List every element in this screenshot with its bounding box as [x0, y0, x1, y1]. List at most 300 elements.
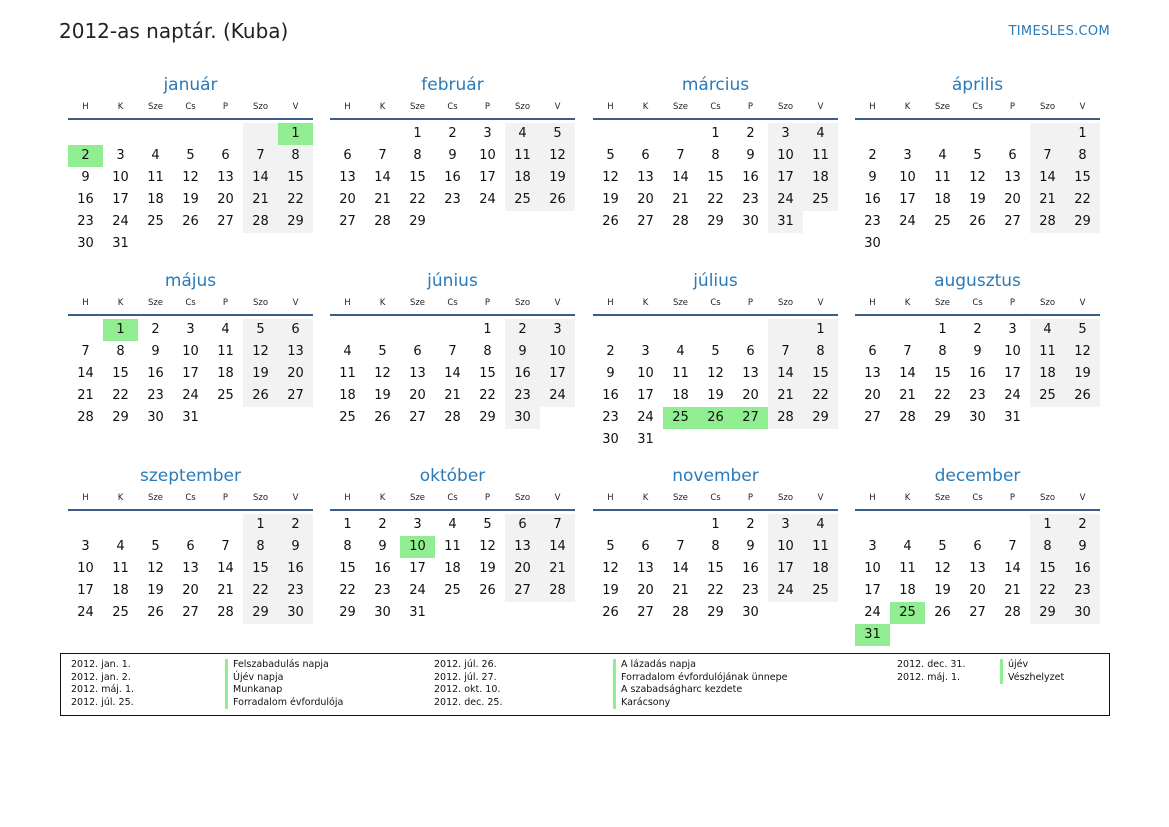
- day-cell: 1: [803, 319, 838, 341]
- holiday-day-cell: 10: [400, 536, 435, 558]
- empty-cell: [173, 123, 208, 145]
- weekday-label: V: [554, 102, 561, 112]
- day-cell: 7: [903, 344, 912, 359]
- day-cell: 7: [676, 148, 685, 163]
- day-cell: 1: [938, 322, 947, 337]
- weekday-label: Sze: [409, 298, 426, 308]
- weekday-label: H: [344, 102, 351, 112]
- empty-cell: [593, 123, 628, 145]
- day-cell: 19: [934, 583, 951, 598]
- legend-date: 2012. jan. 2.: [71, 671, 131, 683]
- day-cell: 21: [768, 385, 803, 407]
- day-cell: 26: [243, 385, 278, 407]
- empty-cell: [1030, 123, 1065, 145]
- day-cell: 13: [1004, 170, 1021, 185]
- weekday-label: P: [222, 102, 229, 112]
- day-cell: 16: [1065, 558, 1100, 580]
- day-cell: 27: [217, 214, 234, 229]
- day-cell: 1: [711, 126, 720, 141]
- day-cell: 4: [1030, 319, 1065, 341]
- weekday-label: K: [117, 493, 124, 503]
- weekday-label: P: [1009, 102, 1016, 112]
- holiday-day-cell: 1: [103, 319, 138, 341]
- day-cell: 1: [1030, 514, 1065, 536]
- day-cell: 20: [864, 388, 881, 403]
- holiday-day-cell: 25: [663, 407, 698, 429]
- weekday-label: Cs: [710, 102, 721, 112]
- day-cell: 23: [444, 192, 461, 207]
- legend-names-column: [225, 659, 343, 709]
- legend-date: 2012. júl. 26.: [434, 659, 497, 670]
- empty-cell: [995, 123, 1030, 145]
- empty-cell: [593, 319, 628, 341]
- day-cell: 9: [151, 344, 160, 359]
- legend-date: 2012. dec. 25.: [434, 696, 503, 708]
- legend-date: 2012. máj. 1.: [71, 684, 135, 695]
- day-cell: 7: [540, 514, 575, 536]
- day-cell: 3: [116, 148, 125, 163]
- day-cell: 26: [969, 214, 986, 229]
- day-cell: 12: [1065, 341, 1100, 363]
- day-cell: 27: [637, 605, 654, 620]
- weekday-header: [330, 96, 575, 120]
- weekday-label: V: [292, 493, 299, 503]
- day-cell: 19: [1065, 363, 1100, 385]
- weekday-label: Cs: [972, 493, 983, 503]
- day-cell: 14: [243, 167, 278, 189]
- weekday-label: V: [554, 298, 561, 308]
- empty-cell: [960, 123, 995, 145]
- holiday-day-cell: 31: [855, 624, 890, 646]
- day-cell: 6: [343, 148, 352, 163]
- day-cell: 3: [768, 123, 803, 145]
- day-cell: 25: [505, 189, 540, 211]
- day-cell: 6: [641, 148, 650, 163]
- empty-cell: [855, 514, 890, 536]
- day-cell: 25: [444, 583, 461, 598]
- empty-cell: [365, 319, 400, 341]
- legend-date: 2012. jan. 1.: [71, 659, 131, 670]
- weekday-label: Cs: [710, 298, 721, 308]
- day-cell: 12: [374, 366, 391, 381]
- day-cell: 26: [479, 583, 496, 598]
- day-cell: 12: [243, 341, 278, 363]
- day-cell: 20: [339, 192, 356, 207]
- day-cell: 24: [899, 214, 916, 229]
- weekday-label: V: [817, 102, 824, 112]
- day-cell: 11: [339, 366, 356, 381]
- day-cell: 8: [711, 148, 720, 163]
- day-cell: 9: [746, 539, 755, 554]
- day-cell: 9: [278, 536, 313, 558]
- day-cell: 3: [413, 517, 422, 532]
- weekday-label: Sze: [147, 102, 164, 112]
- day-grid: [330, 511, 575, 624]
- day-cell: 21: [374, 192, 391, 207]
- weekday-label: V: [292, 102, 299, 112]
- day-cell: 26: [540, 189, 575, 211]
- day-cell: 17: [768, 167, 803, 189]
- day-cell: 19: [374, 388, 391, 403]
- day-cell: 18: [934, 192, 951, 207]
- day-cell: 11: [803, 536, 838, 558]
- day-cell: 28: [672, 214, 689, 229]
- legend-names-column: [613, 659, 787, 709]
- day-grid: [855, 511, 1100, 646]
- legend-date: 2012. okt. 10.: [434, 684, 501, 695]
- day-cell: 14: [899, 366, 916, 381]
- weekday-label: H: [344, 493, 351, 503]
- day-cell: 14: [540, 536, 575, 558]
- day-cell: 26: [602, 605, 619, 620]
- empty-cell: [68, 123, 103, 145]
- day-cell: 30: [1065, 602, 1100, 624]
- day-cell: 27: [1004, 214, 1021, 229]
- weekday-label: K: [642, 493, 649, 503]
- legend-date: 2012. máj. 1.: [897, 671, 961, 683]
- day-cell: 17: [540, 363, 575, 385]
- weekday-label: Szo: [1039, 493, 1056, 503]
- month-name: július: [693, 271, 738, 291]
- day-cell: 15: [707, 561, 724, 576]
- day-cell: 3: [186, 322, 195, 337]
- day-cell: 16: [374, 561, 391, 576]
- legend-names-column: [1000, 659, 1064, 684]
- day-cell: 20: [637, 583, 654, 598]
- empty-cell: [68, 514, 103, 536]
- day-cell: 27: [278, 385, 313, 407]
- month-1: [330, 74, 575, 233]
- day-cell: 3: [540, 319, 575, 341]
- day-cell: 24: [540, 385, 575, 407]
- day-cell: 10: [182, 344, 199, 359]
- day-grid: [68, 120, 313, 255]
- empty-cell: [890, 123, 925, 145]
- day-cell: 7: [1030, 145, 1065, 167]
- day-cell: 25: [112, 605, 129, 620]
- empty-cell: [138, 123, 173, 145]
- day-cell: 31: [637, 432, 654, 447]
- day-cell: 27: [864, 410, 881, 425]
- weekday-label: V: [1079, 298, 1086, 308]
- month-4: [68, 270, 313, 429]
- weekday-label: Cs: [185, 102, 196, 112]
- day-cell: 28: [374, 214, 391, 229]
- weekday-label: H: [869, 298, 876, 308]
- day-cell: 1: [1065, 123, 1100, 145]
- weekday-label: Sze: [409, 102, 426, 112]
- day-cell: 7: [221, 539, 230, 554]
- day-cell: 21: [1004, 583, 1021, 598]
- day-cell: 29: [409, 214, 426, 229]
- day-cell: 15: [112, 366, 129, 381]
- day-cell: 22: [243, 580, 278, 602]
- legend-date: 2012. dec. 31.: [897, 659, 966, 670]
- holiday-day-cell: 26: [698, 407, 733, 429]
- day-cell: 19: [147, 583, 164, 598]
- weekday-label: H: [607, 493, 614, 503]
- day-cell: 8: [803, 341, 838, 363]
- weekday-header: [330, 292, 575, 316]
- month-6: [593, 270, 838, 451]
- day-cell: 27: [409, 410, 426, 425]
- day-cell: 30: [864, 236, 881, 251]
- day-cell: 4: [938, 148, 947, 163]
- empty-cell: [733, 319, 768, 341]
- day-cell: 15: [409, 170, 426, 185]
- day-cell: 2: [1065, 514, 1100, 536]
- weekday-label: Szo: [777, 298, 794, 308]
- day-cell: 18: [803, 558, 838, 580]
- day-cell: 23: [505, 385, 540, 407]
- day-cell: 30: [77, 236, 94, 251]
- month-name: február: [421, 75, 484, 95]
- day-cell: 24: [479, 192, 496, 207]
- day-grid: [330, 316, 575, 429]
- day-cell: 31: [409, 605, 426, 620]
- day-cell: 5: [606, 148, 615, 163]
- weekday-label: Szo: [514, 298, 531, 308]
- day-cell: 16: [864, 192, 881, 207]
- weekday-header: [593, 292, 838, 316]
- day-cell: 5: [540, 123, 575, 145]
- day-cell: 16: [602, 388, 619, 403]
- day-cell: 19: [540, 167, 575, 189]
- day-cell: 6: [186, 539, 195, 554]
- month-11: [855, 465, 1100, 646]
- empty-cell: [995, 514, 1030, 536]
- day-cell: 9: [505, 341, 540, 363]
- day-cell: 10: [899, 170, 916, 185]
- empty-cell: [330, 319, 365, 341]
- day-cell: 10: [540, 341, 575, 363]
- weekday-label: Sze: [672, 493, 689, 503]
- day-grid: [68, 316, 313, 429]
- empty-cell: [925, 514, 960, 536]
- day-cell: 6: [641, 539, 650, 554]
- day-cell: 4: [505, 123, 540, 145]
- day-cell: 22: [803, 385, 838, 407]
- day-cell: 17: [864, 583, 881, 598]
- day-cell: 29: [934, 410, 951, 425]
- legend-holiday-name: Vészhelyzet: [1000, 672, 1064, 685]
- day-cell: 12: [182, 170, 199, 185]
- empty-cell: [435, 319, 470, 341]
- day-cell: 8: [413, 148, 422, 163]
- month-name: május: [164, 271, 217, 291]
- weekday-label: P: [1009, 298, 1016, 308]
- empty-cell: [855, 319, 890, 341]
- day-cell: 25: [147, 214, 164, 229]
- weekday-label: P: [222, 298, 229, 308]
- day-cell: 7: [378, 148, 387, 163]
- day-cell: 29: [243, 602, 278, 624]
- day-cell: 13: [637, 170, 654, 185]
- month-name: január: [163, 75, 218, 95]
- day-cell: 24: [182, 388, 199, 403]
- day-cell: 7: [243, 145, 278, 167]
- day-cell: 9: [1065, 536, 1100, 558]
- day-cell: 2: [606, 344, 615, 359]
- day-cell: 10: [768, 145, 803, 167]
- weekday-label: Sze: [409, 493, 426, 503]
- day-cell: 20: [742, 388, 759, 403]
- weekday-label: Szo: [1039, 298, 1056, 308]
- weekday-label: Sze: [147, 298, 164, 308]
- holiday-day-cell: 1: [278, 123, 313, 145]
- day-cell: 31: [1004, 410, 1021, 425]
- day-cell: 17: [112, 192, 129, 207]
- day-cell: 16: [969, 366, 986, 381]
- weekday-label: P: [484, 298, 491, 308]
- day-cell: 2: [505, 319, 540, 341]
- day-cell: 17: [637, 388, 654, 403]
- legend-date: 2012. júl. 27.: [434, 671, 497, 683]
- day-cell: 10: [864, 561, 881, 576]
- empty-cell: [855, 123, 890, 145]
- day-cell: 4: [448, 517, 457, 532]
- day-cell: 24: [768, 580, 803, 602]
- weekday-label: K: [379, 493, 386, 503]
- day-cell: 27: [969, 605, 986, 620]
- month-name: június: [427, 271, 478, 291]
- weekday-label: Sze: [147, 493, 164, 503]
- weekday-label: V: [554, 493, 561, 503]
- day-cell: 22: [707, 192, 724, 207]
- weekday-label: P: [222, 493, 229, 503]
- day-cell: 19: [969, 192, 986, 207]
- legend-holiday-name: A szabadságharc kezdete: [613, 684, 787, 697]
- weekday-header: [68, 96, 313, 120]
- day-cell: 24: [864, 605, 881, 620]
- day-cell: 10: [1004, 344, 1021, 359]
- legend-holiday-name: Újév napja: [225, 672, 343, 685]
- holiday-day-cell: 2: [68, 145, 103, 167]
- weekday-label: Cs: [972, 298, 983, 308]
- day-cell: 28: [217, 605, 234, 620]
- day-cell: 29: [707, 605, 724, 620]
- day-cell: 7: [676, 539, 685, 554]
- day-cell: 3: [81, 539, 90, 554]
- day-cell: 20: [637, 192, 654, 207]
- day-cell: 25: [217, 388, 234, 403]
- weekday-header: [593, 96, 838, 120]
- day-cell: 24: [409, 583, 426, 598]
- day-cell: 1: [413, 126, 422, 141]
- day-cell: 27: [339, 214, 356, 229]
- day-cell: 21: [444, 388, 461, 403]
- legend-holiday-name: újév: [1000, 659, 1064, 672]
- day-cell: 30: [147, 410, 164, 425]
- day-cell: 15: [1065, 167, 1100, 189]
- day-cell: 16: [742, 170, 759, 185]
- day-cell: 9: [868, 170, 877, 185]
- day-cell: 30: [374, 605, 391, 620]
- day-cell: 28: [672, 605, 689, 620]
- day-cell: 11: [672, 366, 689, 381]
- day-cell: 29: [278, 211, 313, 233]
- legend-date: 2012. júl. 25.: [71, 696, 134, 708]
- day-cell: 29: [707, 214, 724, 229]
- weekday-label: H: [607, 298, 614, 308]
- day-cell: 3: [868, 539, 877, 554]
- day-cell: 8: [243, 536, 278, 558]
- day-cell: 25: [803, 580, 838, 602]
- day-cell: 21: [1030, 189, 1065, 211]
- day-cell: 17: [1004, 366, 1021, 381]
- day-cell: 20: [505, 558, 540, 580]
- weekday-label: K: [379, 298, 386, 308]
- day-grid: [593, 316, 838, 451]
- day-cell: 26: [374, 410, 391, 425]
- day-cell: 19: [243, 363, 278, 385]
- day-cell: 6: [1008, 148, 1017, 163]
- weekday-label: Szo: [514, 102, 531, 112]
- weekday-label: Szo: [777, 102, 794, 112]
- day-cell: 15: [934, 366, 951, 381]
- weekday-label: H: [82, 298, 89, 308]
- day-cell: 24: [1004, 388, 1021, 403]
- day-cell: 15: [278, 167, 313, 189]
- day-cell: 5: [973, 148, 982, 163]
- day-cell: 13: [217, 170, 234, 185]
- legend-holiday-name: Felszabadulás napja: [225, 659, 343, 672]
- empty-cell: [330, 123, 365, 145]
- day-cell: 15: [479, 366, 496, 381]
- weekday-header: [330, 487, 575, 511]
- weekday-label: V: [817, 493, 824, 503]
- day-cell: 9: [378, 539, 387, 554]
- day-cell: 10: [77, 561, 94, 576]
- day-cell: 22: [707, 583, 724, 598]
- day-cell: 13: [864, 366, 881, 381]
- day-cell: 5: [606, 539, 615, 554]
- weekday-label: K: [117, 102, 124, 112]
- weekday-label: H: [607, 102, 614, 112]
- day-cell: 30: [602, 432, 619, 447]
- weekday-label: V: [817, 298, 824, 308]
- day-cell: 8: [116, 344, 125, 359]
- weekday-label: H: [82, 102, 89, 112]
- day-cell: 2: [278, 514, 313, 536]
- day-cell: 18: [803, 167, 838, 189]
- day-cell: 11: [112, 561, 129, 576]
- day-cell: 18: [505, 167, 540, 189]
- day-cell: 16: [742, 561, 759, 576]
- day-cell: 21: [672, 583, 689, 598]
- day-cell: 21: [899, 388, 916, 403]
- day-cell: 3: [1008, 322, 1017, 337]
- empty-cell: [925, 123, 960, 145]
- weekday-header: [593, 487, 838, 511]
- holiday-day-cell: 25: [890, 602, 925, 624]
- day-cell: 5: [483, 517, 492, 532]
- day-cell: 18: [899, 583, 916, 598]
- day-cell: 23: [147, 388, 164, 403]
- month-5: [330, 270, 575, 429]
- day-cell: 7: [448, 344, 457, 359]
- day-cell: 18: [339, 388, 356, 403]
- empty-cell: [890, 514, 925, 536]
- month-7: [855, 270, 1100, 429]
- day-cell: 15: [339, 561, 356, 576]
- day-cell: 10: [768, 536, 803, 558]
- empty-cell: [138, 514, 173, 536]
- day-cell: 11: [1030, 341, 1065, 363]
- brand-link[interactable]: TIMESLES.COM: [1008, 24, 1110, 39]
- day-cell: 21: [243, 189, 278, 211]
- empty-cell: [365, 123, 400, 145]
